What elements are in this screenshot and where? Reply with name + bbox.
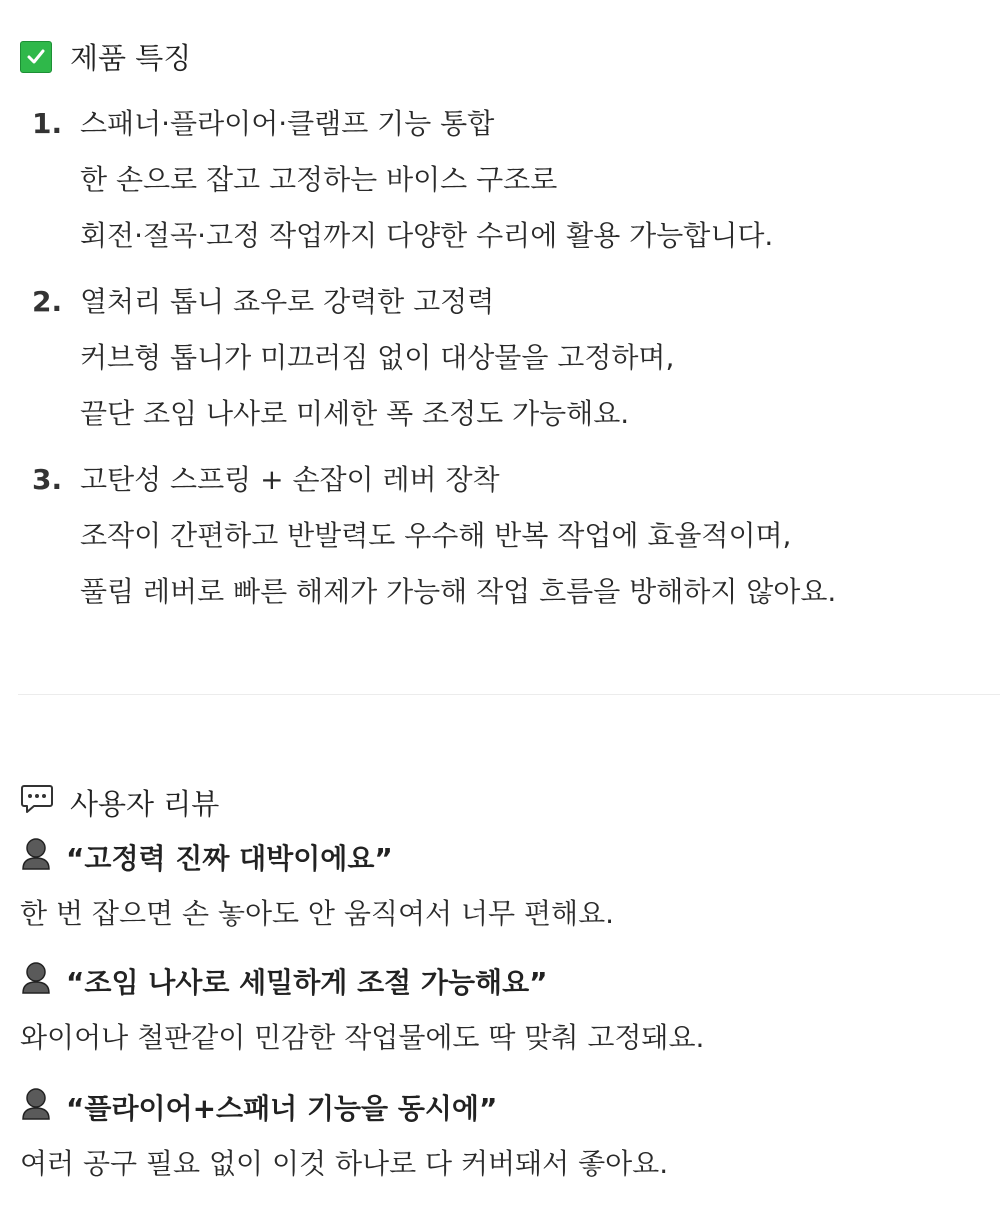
review-title [20,836,393,877]
features-heading [20,36,191,77]
person-icon [20,836,52,877]
feature-headline: 고탄성 스프링 + 손잡이 레버 장착 [80,463,500,496]
feature-detail-line: 끝단 조임 나사로 미세한 폭 조정도 가능해요. [80,397,630,430]
review-title-text: “조임 나사로 세밀하게 조절 가능해요” [66,965,548,999]
feature-detail-line: 풀림 레버로 빠른 해제가 가능해 작업 흐름을 방해하지 않아요. [80,575,837,608]
person-icon [20,960,52,1001]
feature-number: 3. [32,463,63,496]
features-title: 제품 특징 [70,41,192,75]
review-body: 한 번 잡으면 손 놓아도 안 움직여서 너무 편해요. [20,897,615,930]
speech-bubble-icon [20,783,54,822]
feature-number: 1. [32,107,63,140]
reviews-heading [20,782,219,823]
review-body: 여러 공구 필요 없이 이것 하나로 다 커버돼서 좋아요. [20,1147,669,1180]
person-icon [20,1086,52,1127]
review-title [20,960,548,1001]
review-title-text: “플라이어+스패너 기능을 동시에” [66,1091,498,1125]
section-divider [18,694,1000,695]
feature-number: 2. [32,285,63,318]
review-body: 와이어나 철판같이 민감한 작업물에도 딱 맞춰 고정돼요. [20,1021,705,1054]
feature-headline: 열처리 톱니 죠우로 강력한 고정력 [80,285,495,318]
review-title-text: “고정력 진짜 대박이에요” [66,841,393,875]
feature-detail-line: 커브형 톱니가 미끄러짐 없이 대상물을 고정하며, [80,341,675,374]
reviews-title: 사용자 리뷰 [70,787,220,821]
feature-detail-line: 회전·절곡·고정 작업까지 다양한 수리에 활용 가능합니다. [80,219,774,252]
check-icon [20,41,52,73]
feature-headline: 스패너·플라이어·클램프 기능 통합 [80,107,495,140]
feature-detail-line: 한 손으로 잡고 고정하는 바이스 구조로 [80,163,558,196]
review-title [20,1086,497,1127]
feature-detail-line: 조작이 간편하고 반발력도 우수해 반복 작업에 효율적이며, [80,519,792,552]
